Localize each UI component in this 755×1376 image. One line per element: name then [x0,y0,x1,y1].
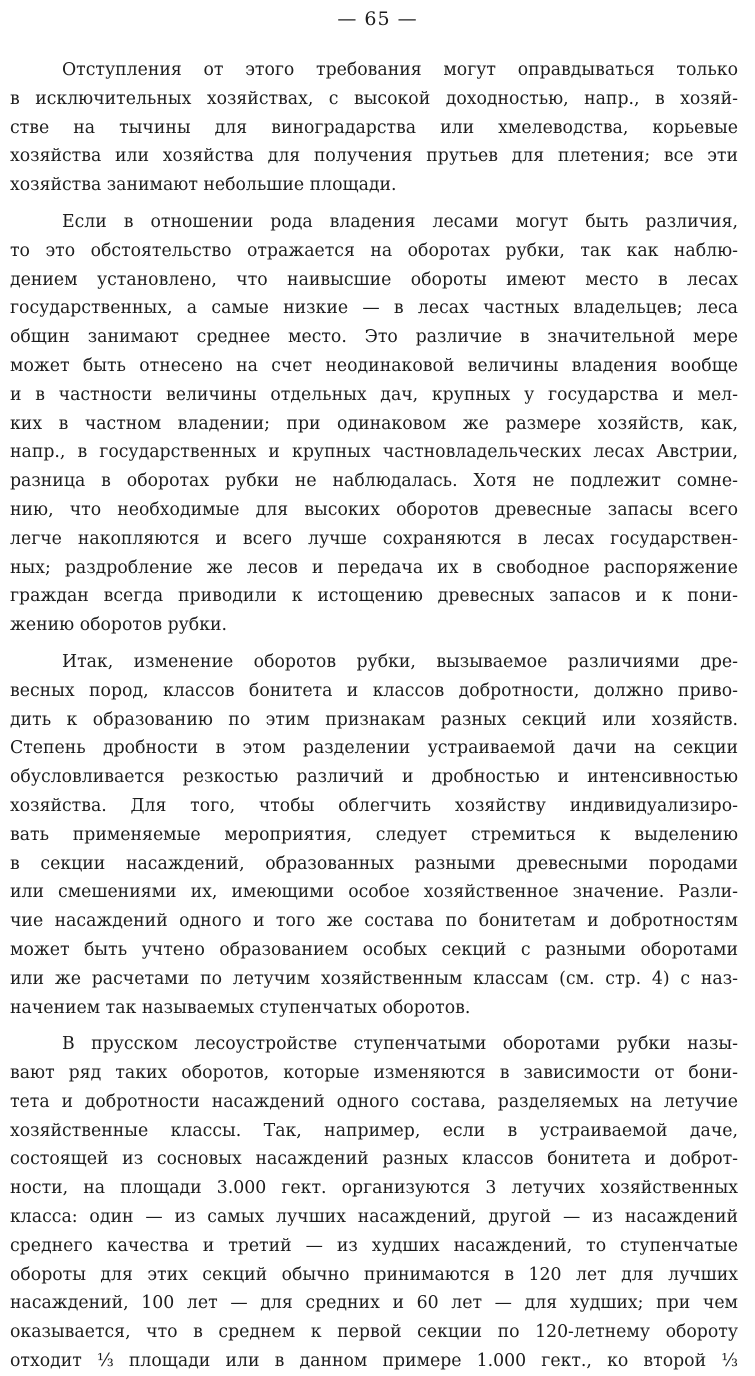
text-line: среднего качества и третий — из худших насаждений, то ступенчатые [10,1235,738,1256]
text-line: нию, что необходимые для высоких оборотов древесные запасы всего [10,499,738,520]
text-line: обусловливается резкостью различий и дробностью и интенсивностью [10,767,738,788]
body-text [10,56,738,1376]
text-line: напр., в государственных и крупных частновладельческих лесах Австрии, [10,442,738,463]
text-line: вают ряд таких оборотов, которые изменяются в зависимости от бони- [10,1063,738,1084]
text-line: состоящей из сосновых насаждений разных классов бонитета и доброт- [10,1149,738,1170]
text-line: весных пород, классов бонитета и классов добротности, должно приво- [10,680,738,701]
text-line: оказывается, что в среднем к первой секции по 120-летнему обороту [10,1322,738,1343]
text-line: дением установлено, что наивысшие обороты имеют место в лесах [10,269,738,290]
text-line: ких в частном владении; при одинаковом же размере хозяйств, как, [10,413,738,434]
text-line: может быть отнесено на счет неодинаковой величины владения вообще [10,355,738,376]
text-line: ных; раздробление же лесов и передача их в свободное распоряжение [10,557,738,578]
text-line: хозяйства или хозяйства для получения прутьев для плетения; все эти [10,146,738,167]
text-line: и в частности величины отдельных дач, крупных у государства и мел- [10,384,738,405]
text-line: стве на тычины для виноградарства или хмелеводства, корьевые [10,117,738,138]
text-line: в исключительных хозяйствах, с высокой доходностью, напр., в хозяй- [10,88,738,109]
text-line: начением так называемых ступенчатых оборотов. [10,997,471,1018]
text-line: вать применяемые мероприятия, следует стремиться к выделению [10,824,738,845]
paragraph [10,1030,738,1376]
text-line: Отступления от этого требования могут оправдываться только [62,60,738,80]
text-line: Если в отношении рода владения лесами могут быть различия, [62,211,738,232]
text-line: хозяйства. Для того, чтобы облегчить хозяйству индивидуализиро- [10,795,738,816]
text-line: жению оборотов рубки. [10,615,228,636]
text-line: дить к образованию по этим признакам разных секций или хозяйств. [10,709,738,730]
text-line: в секции насаждений, образованных разными древесными породами [10,853,738,874]
text-line: или смешениями их, имеющими особое хозяйственное значение. Разли- [10,882,738,903]
text-line: насаждений, 100 лет — для средних и 60 лет — для худших; при чем [10,1293,738,1314]
text-line: В прусском лесоустройстве ступенчатыми оборотами рубки назы- [62,1034,738,1055]
text-line: Итак, изменение оборотов рубки, вызываемое различиями дре- [62,651,738,672]
text-line: разница в оборотах рубки не наблюдалась. Хотя не подлежит сомне- [10,471,738,492]
paragraph [10,648,738,1022]
text-line: ности, на площади 3.000 гект. организуются 3 летучих хозяйственных [10,1178,738,1199]
text-line: или же расчетами по летучим хозяйственным классам (см. стр. 4) с наз- [10,968,738,989]
text-line: отходит ⅓ площади или в данном примере 1.000 гект., ко второй ⅓ [10,1351,738,1372]
text-line: граждан всегда приводили к истощению древесных запасов и к пони- [10,586,738,607]
text-line: хозяйства занимают небольшие площади. [10,175,397,196]
text-line: тета и добротности насаждений одного состава, разделяемых на летучие [10,1091,738,1112]
text-line: Степень дробности в этом разделении устраиваемой дачи на секции [10,738,738,759]
text-line: обороты для этих секций обычно принимаются в 120 лет для лучших [10,1264,738,1285]
page-number: — 65 — [337,8,418,30]
text-line: хозяйственные классы. Так, например, если в устраиваемой даче, [10,1120,738,1141]
text-line: государственных, а самые низкие — в лесах частных владельцев; леса [10,298,738,319]
paragraph [10,208,738,640]
text-line: то это обстоятельство отражается на оборотах рубки, так как наблю- [10,240,738,261]
text-line: класса: один — из самых лучших насаждений, другой — из насаждений [10,1207,738,1228]
text-line: может быть учтено образованием особых секций с разными оборотами [10,939,738,960]
paragraph [10,56,738,200]
text-line: общин занимают среднее место. Это различие в значительной мере [10,327,738,348]
text-line: легче накопляются и всего лучше сохраняются в лесах государствен- [10,528,738,549]
text-line: чие насаждений одного и того же состава по бонитетам и добротностям [10,911,738,932]
